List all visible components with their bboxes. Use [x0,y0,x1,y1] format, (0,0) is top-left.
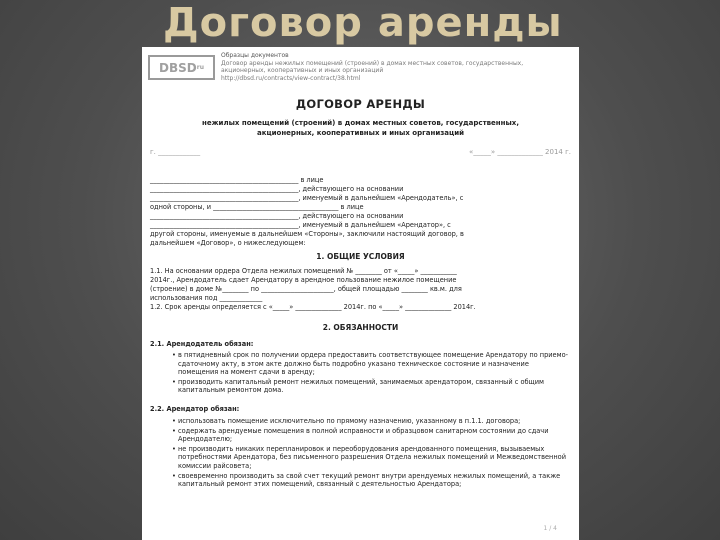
document-subtitle: нежилых помещений (строений) в домах местных советов, государственных, акционерных, кооперативных и иных организаций [202,119,519,137]
city-date-line [150,148,571,156]
document-page [142,47,579,540]
document-title: ДОГОВОР АРЕНДЫ [295,97,426,111]
list-item: • не производить никаких перепланировок и переоборудования арендованного помещения, вызываемых потребностями Арендатора, без письменного разрешения Отдела нежилых помещений и Межведомственной комиссии райсовета; [172,445,569,471]
header-line: акционерных, кооперативных и иных организаций [221,67,384,75]
city-field: г. ____________ [150,148,201,156]
header-text [221,52,571,82]
landlord-duties-list [172,351,569,396]
header-line: Договор аренды нежилых помещений (строений) в домах местных советов, государственных, [221,59,524,67]
clause-1-2: 1.2. Срок аренды определяется с «_____» ______________ 2014г. по «_____» ______________ 2014г. [150,303,476,311]
list-item: • использовать помещение исключительно по прямому назначению, указанному в п.1.1. договора; [172,417,569,426]
list-item: • содержать арендуемые помещения в полной исправности и образцовом санитарном состоянии до сдачи Арендодателю; [172,427,569,444]
list-item: • своевременно производить за свой счет текущий ремонт внутри арендуемых нежилых помещений, а также капитальный ремонт этих помещений, связанный с деятельностью Арендатора; [172,472,569,489]
header-link[interactable]: http://dbsd.ru/contracts/view-contract/38.html [221,74,361,82]
section-heading-duties: 2. ОБЯЗАННОСТИ [322,323,399,332]
dbsd-logo: DBSD ru [148,55,215,80]
slide-title: Договор аренды [163,0,563,46]
clause-1-1: 1.1. На основании ордера Отдела нежилых помещений № ________ от «_____» ___________ 2014г., Арендодатель сдает Арендатору в арендное пользование нежилое помещение (строение) в доме №________ по ______________________, общей площадью ________ кв.м. для использования под _____________ [150,267,462,302]
section-heading-general: 1. ОБЩИЕ УСЛОВИЯ [316,252,405,261]
clause-2-1-title: 2.1. Арендодатель обязан: [150,340,254,348]
clause-2-2-title: 2.2. Арендатор обязан: [150,405,240,413]
document-header [148,52,573,84]
list-item: • в пятидневный срок по получении ордера предоставить соответствующее помещение Арендатору по приемо-сдаточному акту, в этом акте должно быть подробно указано техническое состояние и назначение помещения на момент сдачи в аренду; [172,351,569,377]
list-item: • производить капитальный ремонт нежилых помещений, занимаемых арендатором, связанный с общим капитальным ремонтом дома. [172,378,569,395]
tenant-duties-list [172,417,569,490]
header-line: Образцы документов [221,52,289,59]
date-field: «_____» _____________ 2014 г. [469,148,571,156]
page-number: 1 / 4 [543,525,557,532]
preamble: _____________________________________________ в лице _____________________________________________, действующего на основании _____________________________________________, именуемый в дальнейшем «Арендодатель», с одной стороны, и ______________________________________ в лице _____________________________________________, действующего на основании _____________________________________________, именуемый в дальнейшем «Арендатор», с другой стороны, именуемые в дальнейшем «Стороны», заключили настоящий договор, в дальнейшем «Договор», о нижеследующем: [150,176,464,247]
